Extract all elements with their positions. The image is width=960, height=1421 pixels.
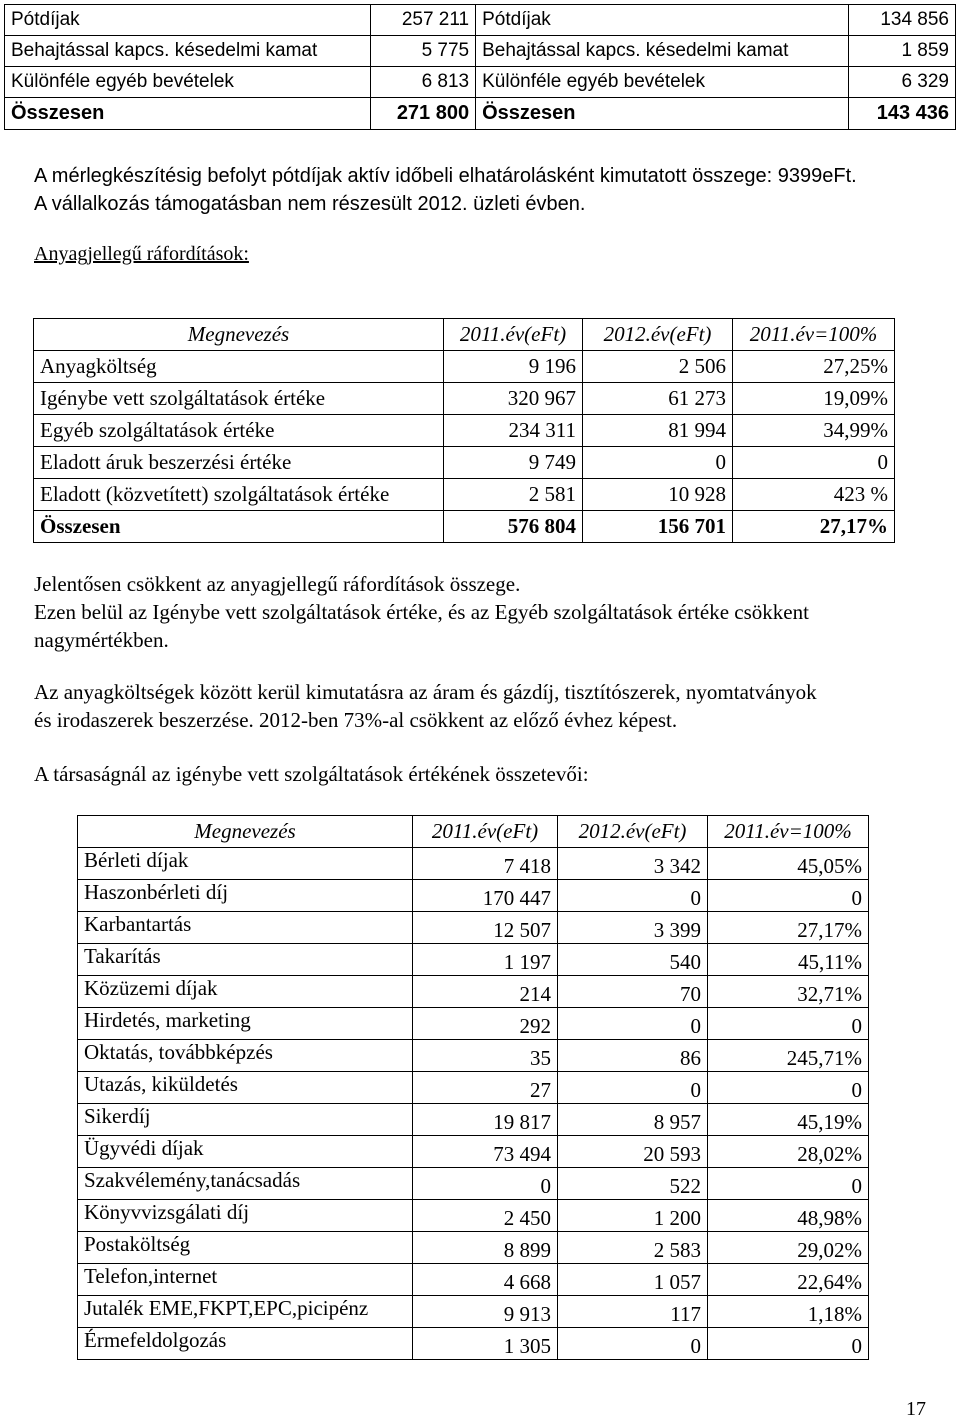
row-value: 0 xyxy=(708,1008,869,1040)
material-costs-paragraph xyxy=(34,678,817,734)
row-value: 61 273 xyxy=(583,383,733,415)
row-value-2011: 6 813 xyxy=(370,67,475,98)
total-value-2011: 271 800 xyxy=(370,98,475,130)
row-label-2012: Pótdíjak xyxy=(476,5,849,36)
paragraph-line: Jelentősen csökkent az anyagjellegű ráfordítások összege. xyxy=(34,572,521,596)
row-value: 70 xyxy=(558,976,708,1008)
column-header: 2011.év(eFt) xyxy=(413,816,558,848)
row-label: Eladott áruk beszerzési értéke xyxy=(34,447,444,479)
row-value: 9 913 xyxy=(413,1296,558,1328)
row-value: 0 xyxy=(558,1072,708,1104)
row-value: 8 899 xyxy=(413,1232,558,1264)
row-label-2012: Behajtással kapcs. késedelmi kamat xyxy=(476,36,849,67)
row-value: 292 xyxy=(413,1008,558,1040)
row-value: 1 200 xyxy=(558,1200,708,1232)
row-value: 20 593 xyxy=(558,1136,708,1168)
row-value: 2 581 xyxy=(444,479,583,511)
subsidy-text: A vállalkozás támogatásban nem részesült 2012. üzleti évben. xyxy=(34,193,586,215)
row-label: Szakvélemény,tanácsadás xyxy=(78,1168,413,1200)
row-value: 0 xyxy=(413,1168,558,1200)
table-row xyxy=(78,1072,869,1104)
column-header: 2011.év=100% xyxy=(708,816,869,848)
row-value: 0 xyxy=(558,880,708,912)
total-row xyxy=(5,98,956,130)
row-value-2011: 5 775 xyxy=(370,36,475,67)
table-row xyxy=(34,383,895,415)
row-value: 0 xyxy=(733,447,895,479)
table-row xyxy=(34,447,895,479)
row-value: 540 xyxy=(558,944,708,976)
row-value: 73 494 xyxy=(413,1136,558,1168)
row-value: 86 xyxy=(558,1040,708,1072)
row-value: 1,18% xyxy=(708,1296,869,1328)
total-value: 156 701 xyxy=(583,511,733,543)
column-header: Megnevezés xyxy=(34,319,444,351)
row-value: 48,98% xyxy=(708,1200,869,1232)
income-table xyxy=(4,4,956,130)
row-value: 8 957 xyxy=(558,1104,708,1136)
row-value: 27 xyxy=(413,1072,558,1104)
services-intro-text: A társaságnál az igénybe vett szolgáltatások értékének összetevői: xyxy=(34,762,589,786)
row-value: 0 xyxy=(558,1328,708,1360)
total-label: Összesen xyxy=(34,511,444,543)
row-value-2011: 257 211 xyxy=(370,5,475,36)
row-value: 3 342 xyxy=(558,848,708,880)
row-value: 22,64% xyxy=(708,1264,869,1296)
table-row xyxy=(78,1168,869,1200)
table-row xyxy=(78,1328,869,1360)
table-row xyxy=(78,1008,869,1040)
row-value: 0 xyxy=(583,447,733,479)
total-value: 576 804 xyxy=(444,511,583,543)
header-row xyxy=(34,319,895,351)
column-header: 2012.év(eFt) xyxy=(583,319,733,351)
table-row xyxy=(34,479,895,511)
row-value: 34,99% xyxy=(733,415,895,447)
row-value: 27,25% xyxy=(733,351,895,383)
table-row xyxy=(5,5,956,36)
row-label: Utazás, kiküldetés xyxy=(78,1072,413,1104)
row-value: 29,02% xyxy=(708,1232,869,1264)
section-title-material: Anyagjellegű ráfordítások: xyxy=(34,243,249,265)
row-value: 245,71% xyxy=(708,1040,869,1072)
header-row xyxy=(78,816,869,848)
row-label-2012: Különféle egyéb bevételek xyxy=(476,67,849,98)
column-header: 2011.év=100% xyxy=(733,319,895,351)
row-value: 522 xyxy=(558,1168,708,1200)
table-row xyxy=(78,848,869,880)
row-value-2012: 134 856 xyxy=(849,5,956,36)
table-row xyxy=(5,36,956,67)
row-value-2012: 1 859 xyxy=(849,36,956,67)
row-value: 10 928 xyxy=(583,479,733,511)
row-value: 117 xyxy=(558,1296,708,1328)
row-value: 3 399 xyxy=(558,912,708,944)
row-value: 12 507 xyxy=(413,912,558,944)
total-label-2012: Összesen xyxy=(476,98,849,130)
row-label: Jutalék EME,FKPT,EPC,picipénz xyxy=(78,1296,413,1328)
row-value: 0 xyxy=(558,1008,708,1040)
paragraph-line: Ezen belül az Igénybe vett szolgáltatások értéke, és az Egyéb szolgáltatások értéke csökkent xyxy=(34,600,809,624)
row-label: Érmefeldolgozás xyxy=(78,1328,413,1360)
table-row xyxy=(78,1200,869,1232)
column-header: 2012.év(eFt) xyxy=(558,816,708,848)
table-row xyxy=(78,1232,869,1264)
row-label: Haszonbérleti díj xyxy=(78,880,413,912)
row-value: 1 197 xyxy=(413,944,558,976)
column-header: Megnevezés xyxy=(78,816,413,848)
row-value: 0 xyxy=(708,1168,869,1200)
row-label: Sikerdíj xyxy=(78,1104,413,1136)
row-value: 45,19% xyxy=(708,1104,869,1136)
row-value: 7 418 xyxy=(413,848,558,880)
row-value: 45,11% xyxy=(708,944,869,976)
row-label: Egyéb szolgáltatások értéke xyxy=(34,415,444,447)
accrual-paragraph xyxy=(34,162,857,218)
row-value: 4 668 xyxy=(413,1264,558,1296)
row-value: 170 447 xyxy=(413,880,558,912)
paragraph-line: nagymértékben. xyxy=(34,628,169,652)
column-header: 2011.év(eFt) xyxy=(444,319,583,351)
table-row xyxy=(78,1104,869,1136)
row-label: Telefon,internet xyxy=(78,1264,413,1296)
row-label: Postaköltség xyxy=(78,1232,413,1264)
table-row xyxy=(78,912,869,944)
row-label: Karbantartás xyxy=(78,912,413,944)
row-value: 32,71% xyxy=(708,976,869,1008)
row-label-2011: Pótdíjak xyxy=(5,5,371,36)
row-value: 1 057 xyxy=(558,1264,708,1296)
row-label: Igénybe vett szolgáltatások értéke xyxy=(34,383,444,415)
row-value: 0 xyxy=(708,1328,869,1360)
row-value-2012: 6 329 xyxy=(849,67,956,98)
row-value: 35 xyxy=(413,1040,558,1072)
row-value: 2 450 xyxy=(413,1200,558,1232)
total-row xyxy=(34,511,895,543)
row-value: 214 xyxy=(413,976,558,1008)
row-value: 9 749 xyxy=(444,447,583,479)
row-value: 19 817 xyxy=(413,1104,558,1136)
material-decrease-paragraph xyxy=(34,570,809,654)
row-label: Ügyvédi díjak xyxy=(78,1136,413,1168)
row-value: 28,02% xyxy=(708,1136,869,1168)
row-label: Bérleti díjak xyxy=(78,848,413,880)
material-expenses-table xyxy=(33,318,895,543)
page-number: 17 xyxy=(906,1398,926,1420)
row-value: 81 994 xyxy=(583,415,733,447)
row-label: Eladott (közvetített) szolgáltatások értéke xyxy=(34,479,444,511)
total-value-2012: 143 436 xyxy=(849,98,956,130)
row-value: 9 196 xyxy=(444,351,583,383)
paragraph-line: Az anyagköltségek között kerül kimutatásra az áram és gázdíj, tisztítószerek, nyomtatványok xyxy=(34,680,817,704)
row-value: 320 967 xyxy=(444,383,583,415)
row-label-2011: Behajtással kapcs. késedelmi kamat xyxy=(5,36,371,67)
row-value: 234 311 xyxy=(444,415,583,447)
row-label: Anyagköltség xyxy=(34,351,444,383)
row-value: 27,17% xyxy=(708,912,869,944)
accrual-text: A mérlegkészítésig befolyt pótdíjak aktív időbeli elhatárolásként kimutatott összege: 9399eFt. xyxy=(34,165,857,187)
row-label: Takarítás xyxy=(78,944,413,976)
table-row xyxy=(78,1040,869,1072)
row-value: 19,09% xyxy=(733,383,895,415)
row-label: Könyvvizsgálati díj xyxy=(78,1200,413,1232)
table-row xyxy=(78,1296,869,1328)
table-row xyxy=(78,1264,869,1296)
table-row xyxy=(78,976,869,1008)
row-value: 1 305 xyxy=(413,1328,558,1360)
row-value: 2 583 xyxy=(558,1232,708,1264)
row-value: 0 xyxy=(708,1072,869,1104)
row-label: Oktatás, továbbképzés xyxy=(78,1040,413,1072)
row-value: 2 506 xyxy=(583,351,733,383)
row-label-2011: Különféle egyéb bevételek xyxy=(5,67,371,98)
total-value: 27,17% xyxy=(733,511,895,543)
row-label: Hirdetés, marketing xyxy=(78,1008,413,1040)
table-row xyxy=(34,415,895,447)
table-row xyxy=(78,880,869,912)
row-value: 0 xyxy=(708,880,869,912)
paragraph-line: és irodaszerek beszerzése. 2012-ben 73%-al csökkent az előző évhez képest. xyxy=(34,708,678,732)
services-table xyxy=(77,815,869,1360)
total-label-2011: Összesen xyxy=(5,98,371,130)
row-label: Közüzemi díjak xyxy=(78,976,413,1008)
row-value: 45,05% xyxy=(708,848,869,880)
table-row xyxy=(78,944,869,976)
table-row xyxy=(34,351,895,383)
table-row xyxy=(5,67,956,98)
row-value: 423 % xyxy=(733,479,895,511)
table-row xyxy=(78,1136,869,1168)
